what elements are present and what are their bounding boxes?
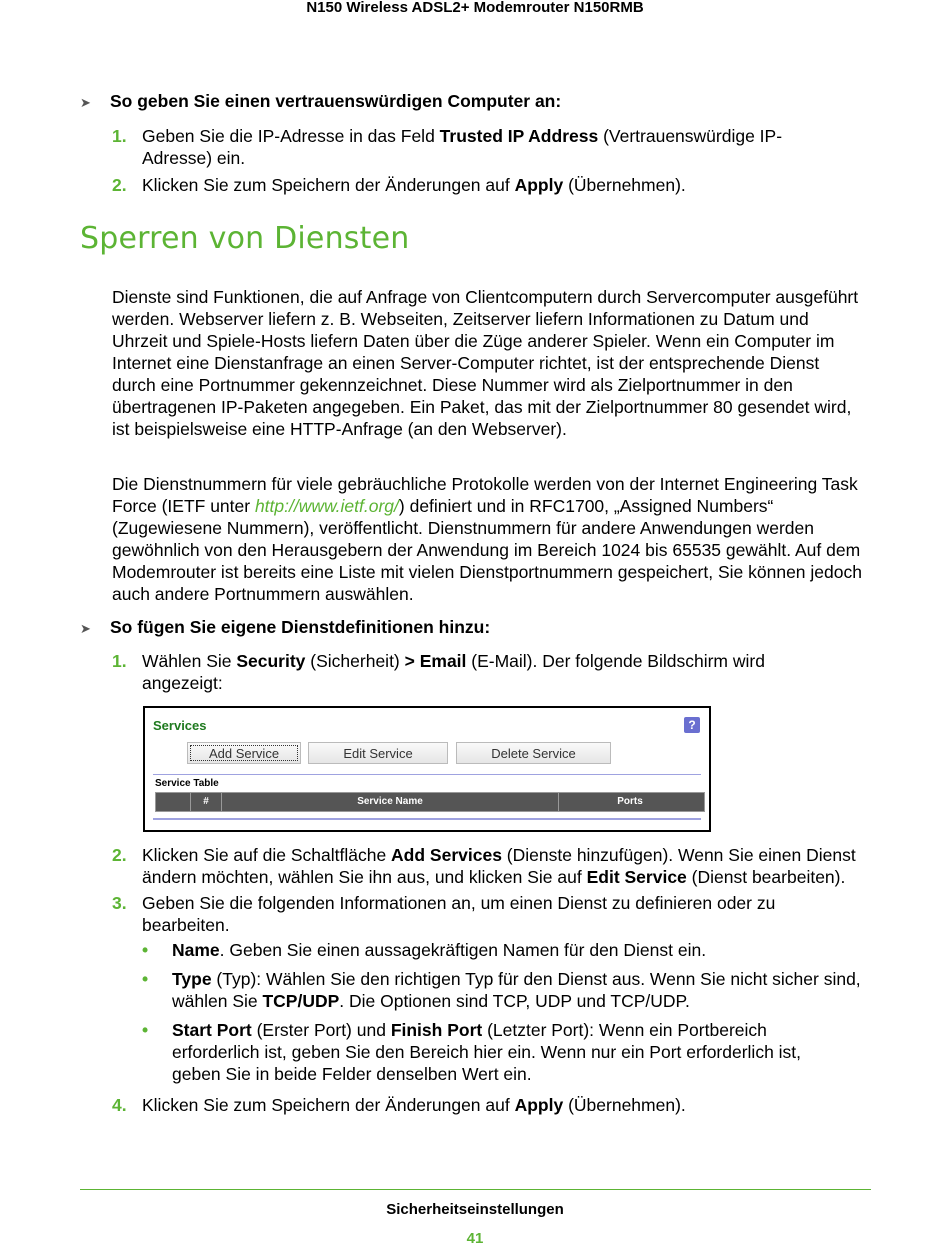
services-screenshot bbox=[143, 706, 711, 832]
step-bold: > Email bbox=[404, 651, 467, 671]
arrow-icon: ➤ bbox=[80, 95, 91, 110]
paragraph bbox=[112, 473, 872, 605]
service-table-header bbox=[155, 792, 705, 812]
bullet-icon: • bbox=[142, 940, 149, 960]
step-bold: Edit Service bbox=[586, 867, 687, 887]
bullet-item bbox=[142, 939, 862, 961]
step-item bbox=[112, 1094, 832, 1116]
bullet-text: (Typ): Wählen Sie den richtigen Typ für den Dienst aus. Wenn Sie nicht sicher sind, wählen Sie bbox=[172, 969, 861, 1011]
bullet-text: (Letzter Port): Wenn ein Portbereich erforderlich ist, geben Sie den Bereich hier ein. Wenn nur ein Port erforderlich ist, geben Sie in beide Felder denselben Wert ein. bbox=[172, 1020, 802, 1084]
divider bbox=[153, 774, 701, 775]
services-title: Services bbox=[153, 718, 207, 733]
step-item bbox=[112, 174, 832, 196]
page-header: N150 Wireless ADSL2+ Modemrouter N150RMB bbox=[306, 0, 644, 16]
step-text: Geben Sie die folgenden Informationen an, um einen Dienst zu definieren oder zu bearbeiten. bbox=[142, 893, 776, 935]
step-text: (Dienst bearbeiten). bbox=[686, 867, 846, 887]
step-bold: Trusted IP Address bbox=[439, 126, 599, 146]
bullet-text: (Erster Port) und bbox=[251, 1020, 391, 1040]
arrow-icon: ➤ bbox=[80, 621, 91, 636]
bullet-item bbox=[142, 968, 872, 1012]
step-text: Klicken Sie zum Speichern der Änderungen auf bbox=[142, 175, 515, 195]
bullet-text: . Geben Sie einen aussagekräftigen Namen für den Dienst ein. bbox=[219, 940, 707, 960]
footer-divider bbox=[80, 1189, 871, 1190]
bullet-bold: Name bbox=[172, 940, 220, 960]
column-header: Ports bbox=[558, 793, 701, 811]
step-text: Wählen Sie bbox=[142, 651, 237, 671]
step-item bbox=[112, 892, 832, 936]
step-bold: Apply bbox=[514, 1095, 564, 1115]
step-bold: Apply bbox=[514, 175, 564, 195]
bullet-icon: • bbox=[142, 1020, 149, 1040]
paragraph: Dienste sind Funktionen, die auf Anfrage von Clientcomputern durch Servercomputer ausgeführt werden. Webserver liefern z. B. Webseiten, Zeitserver liefern Informationen zu Datum und Uhrzeit und Spiele-Hosts liefern Daten über die Züge anderer Spieler. Wenn ein Computer im Internet eine Dienstanfrage an einen Server-Computer richtet, ist der entsprechende Dienst durch eine Portnummer gekennzeichnet. Diese Nummer wird als Zielportnummer in den übertragenen IP-Paketen angegeben. Ein Paket, das mit der Zielportnummer 80 gesendet wird, ist beispielsweise eine HTTP-Anfrage (an den Webserver). bbox=[112, 287, 859, 439]
bullet-bold: TCP/UDP bbox=[262, 991, 340, 1011]
step-number: 2. bbox=[112, 175, 127, 195]
step-text: (Übernehmen). bbox=[563, 175, 686, 195]
procedure-title-text: So fügen Sie eigene Dienstdefinitionen hinzu: bbox=[110, 617, 491, 637]
step-text: (Dienste hinzufügen). Wenn Sie einen Dienst ändern möchten, wählen Sie ihn aus, und klicken Sie auf bbox=[142, 845, 856, 887]
step-text: (Sicherheit) bbox=[305, 651, 405, 671]
procedure-title bbox=[80, 617, 490, 638]
bullet-bold: Finish Port bbox=[390, 1020, 483, 1040]
step-number: 1. bbox=[112, 651, 127, 671]
step-bold: Add Services bbox=[391, 845, 502, 865]
step-item bbox=[112, 125, 832, 169]
paragraph-text: ) definiert und in RFC1700, „Assigned Numbers“ (Zugewiesene Nummern), veröffentlicht. Dienstnummern für andere Anwendungen werden gewöhnlich von den Herausgebern der Anwendung im Bereich 1024 bis 65535 gewählt. Auf dem Modemrouter ist bereits eine Liste mit vielen Dienstportnummern gespeichert, Sie können jedoch auch andere Portnummern auswählen. bbox=[112, 496, 862, 604]
procedure-title-text: So geben Sie einen vertrauenswürdigen Computer an: bbox=[110, 91, 562, 111]
bullet-bold: Start Port bbox=[172, 1020, 252, 1040]
bullet-bold: Type bbox=[172, 969, 212, 989]
help-icon[interactable]: ? bbox=[684, 717, 700, 733]
column-header: Service Name bbox=[221, 793, 558, 811]
ietf-link[interactable]: http://www.ietf.org/ bbox=[254, 496, 399, 516]
step-item bbox=[112, 650, 832, 694]
bullet-icon: • bbox=[142, 969, 149, 989]
step-bold: Security bbox=[236, 651, 306, 671]
paragraph-text: Die Dienstnummern für viele gebräuchliche Protokolle werden von der Internet Engineering Task Force (IETF unter bbox=[112, 474, 858, 516]
divider bbox=[153, 818, 701, 820]
step-number: 2. bbox=[112, 845, 127, 865]
procedure-title bbox=[80, 91, 561, 112]
delete-service-button[interactable]: Delete Service bbox=[456, 742, 611, 764]
column-header: # bbox=[190, 793, 221, 811]
step-text: (Übernehmen). bbox=[563, 1095, 686, 1115]
add-service-button[interactable]: Add Service bbox=[187, 742, 301, 764]
step-text: Klicken Sie zum Speichern der Änderungen auf bbox=[142, 1095, 515, 1115]
footer-section-title: Sicherheitseinstellungen bbox=[386, 1201, 564, 1218]
bullet-text: . Die Optionen sind TCP, UDP und TCP/UDP. bbox=[339, 991, 690, 1011]
service-table-title: Service Table bbox=[155, 778, 219, 789]
section-heading: Sperren von Diensten bbox=[80, 221, 410, 256]
step-number: 4. bbox=[112, 1095, 127, 1115]
step-text: Klicken Sie auf die Schaltfläche bbox=[142, 845, 392, 865]
edit-service-button[interactable]: Edit Service bbox=[308, 742, 448, 764]
step-item bbox=[112, 844, 872, 888]
step-number: 3. bbox=[112, 893, 127, 913]
step-number: 1. bbox=[112, 126, 127, 146]
page-number: 41 bbox=[466, 1230, 484, 1247]
step-text: (E-Mail). Der folgende Bildschirm wird angezeigt: bbox=[142, 651, 765, 693]
bullet-item bbox=[142, 1019, 852, 1085]
step-text: (Vertrauenswürdige IP-Adresse) ein. bbox=[142, 126, 783, 168]
step-text: Geben Sie die IP-Adresse in das Feld bbox=[142, 126, 440, 146]
